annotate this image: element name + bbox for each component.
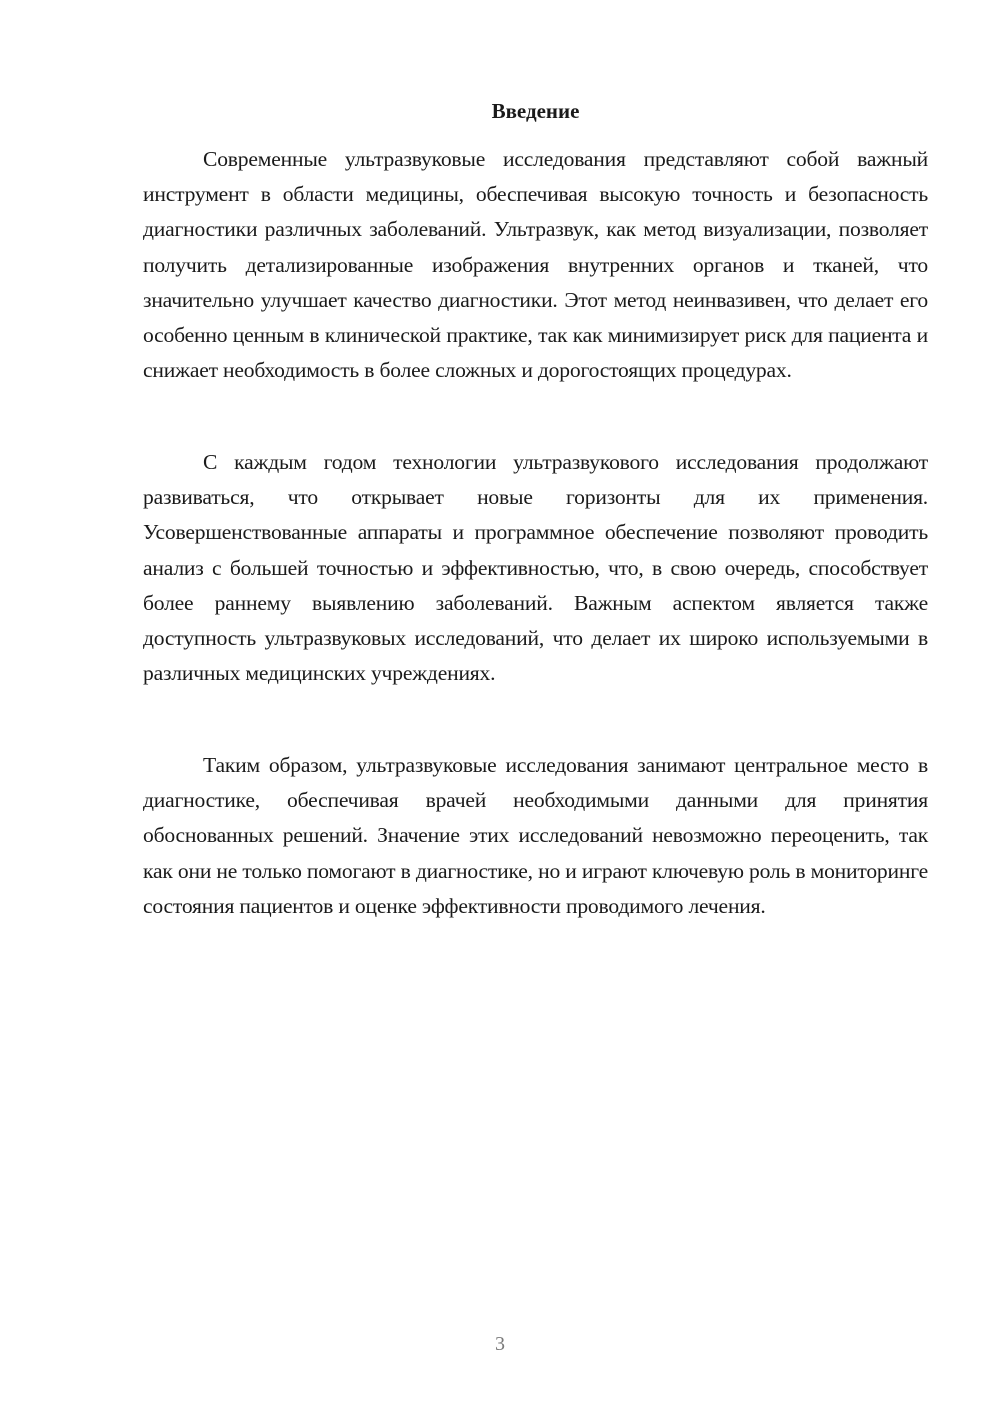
paragraph-3: Таким образом, ультразвуковые исследования занимают центральное место в диагностике, обеспечивая врачей необходимыми данными для принятия обоснованных решений. Значение этих исследований невозможно переоценить, так как они не только помогают в диагностике, но и играют ключевую роль в мониторинге состояния пациентов и оценке эффективности проводимого лечения. xyxy=(143,753,928,918)
paragraph-1: Современные ультразвуковые исследования представляют собой важный инструмент в области медицины, обеспечивая высокую точность и безопасность диагностики различных заболеваний. Ультразвук, как метод визуализации, позволяет получить детализированные изображения внутренних органов и тканей, что значительно улучшает качество диагностики. Этот метод неинвазивен, что делает его особенно ценным в клинической практике, так как минимизирует риск для пациента и снижает необходимость в более сложных и дорогостоящих процедурах. xyxy=(143,147,928,383)
section-title: Введение xyxy=(491,99,580,123)
page-number: 3 xyxy=(495,1333,505,1355)
paragraph-2: С каждым годом технологии ультразвукового исследования продолжают развиваться, что открывает новые горизонты для их применения. Усовершенствованные аппараты и программное обеспечение позволяют проводить анализ с большей точностью и эффективностью, что, в свою очередь, способствует более раннему выявлению заболеваний. Важным аспектом является также доступность ультразвуковых исследований, что делает их широко используемыми в различных медицинских учреждениях. xyxy=(143,450,928,686)
